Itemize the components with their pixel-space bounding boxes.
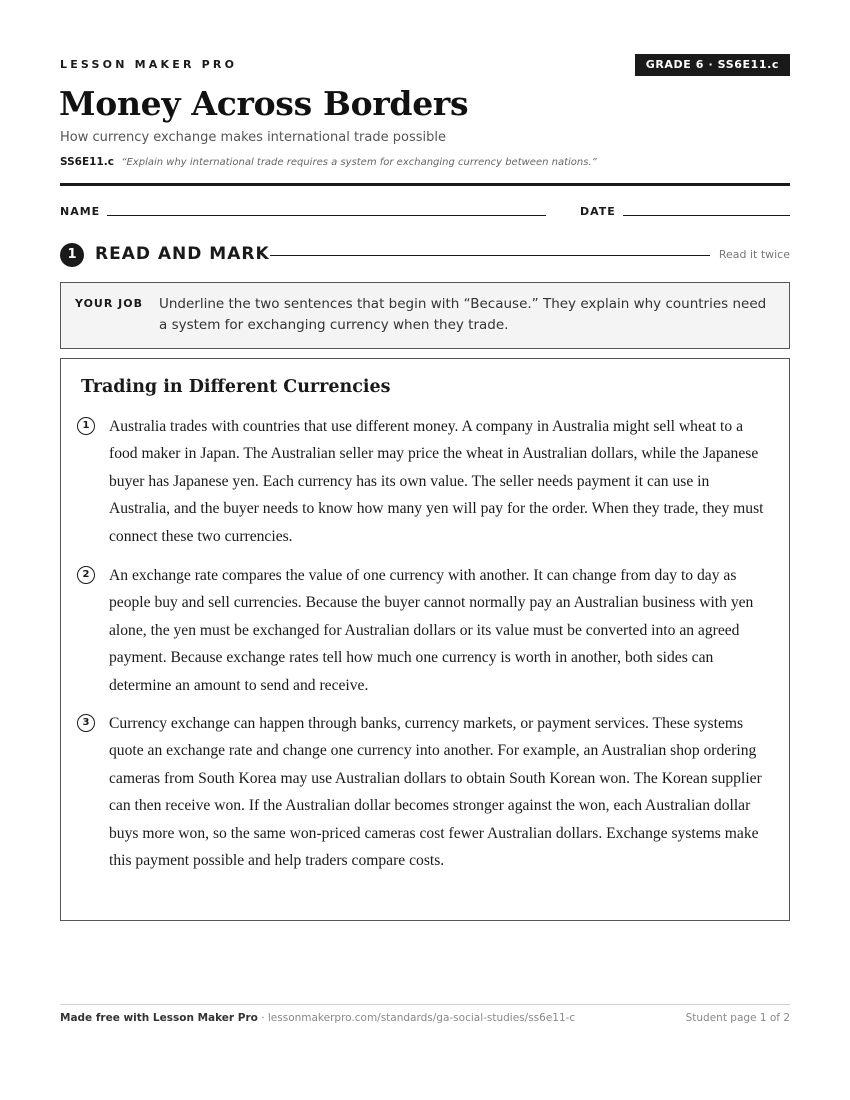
standard-code: SS6E11.c [60,156,114,168]
paragraph-number: 2 [77,566,95,584]
instruction-label: YOUR JOB [75,297,143,310]
instruction-box [60,282,790,349]
name-label: NAME [60,205,101,218]
paragraph-text: Currency exchange can happen through banks, currency markets, or payment services. These systems quote an exchange rate and change one currency into another. For example, an Australian shop ordering cameras from South Korea may use Australian dollars to obtain South Korean won. The Korean supplier can then receive won. If the Australian dollar becomes stronger against the won, each Australian dollar buys more won, so the same won-priced cameras cost fewer Australian dollars. Exchange systems make this payment possible and help traders compare costs. [109,715,762,870]
standard-line [60,156,597,168]
paragraph-number: 1 [77,417,95,435]
worksheet-page [60,0,790,1100]
brand-name: LESSON MAKER PRO [60,58,238,71]
footer-made-with: Made free with Lesson Maker Pro [60,1012,258,1024]
footer-separator: · [257,1012,268,1024]
paragraph-number: 3 [77,714,95,732]
paragraph-text: An exchange rate compares the value of one currency with another. It can change from day to day as people buy and sell currencies. Because the buyer cannot normally pay an Australian business with yen alone, the yen must be exchanged for Australian dollars or its value must be converted into an agreed payment. Because exchange rates tell how much one currency is worth in another, both sides can determine an amount to send and receive. [109,567,754,694]
footer-page-number: Student page 1 of 2 [685,1012,790,1024]
section-divider [270,255,710,256]
section-title: READ AND MARK [95,244,270,264]
passage-title: Trading in Different Currencies [81,377,391,397]
page-title: Money Across Borders [59,84,469,123]
page-subtitle: How currency exchange makes international trade possible [60,130,446,145]
footer-credit [60,1012,575,1024]
header-divider [60,183,790,186]
footer-divider [60,1004,790,1005]
date-label: DATE [580,205,616,218]
paragraph-text: Australia trades with countries that use different money. A company in Australia might sell wheat to a food maker in Japan. The Australian seller may price the wheat in Australian dollars, while the Japanese buyer has Japanese yen. Each currency has its own value. The seller needs payment it can use in Australia, and the buyer needs to know how many yen will pay for the order. When they trade, they must connect these two currencies. [109,418,764,545]
section-note: Read it twice [718,248,790,261]
date-field-line[interactable] [623,215,790,216]
instruction-text: Underline the two sentences that begin with “Because.” They explain why countries need a system for exchanging currency when they trade. [159,296,767,333]
reading-passage [60,358,790,921]
footer-url[interactable]: lessonmakerpro.com/standards/ga-social-studies/ss6e11-c [267,1012,576,1024]
standard-text: “Explain why international trade requires a system for exchanging currency between nations.” [121,157,597,168]
grade-badge: GRADE 6 · SS6E11.c [635,54,790,76]
section-number-badge: 1 [60,243,84,267]
name-field-line[interactable] [107,215,546,216]
